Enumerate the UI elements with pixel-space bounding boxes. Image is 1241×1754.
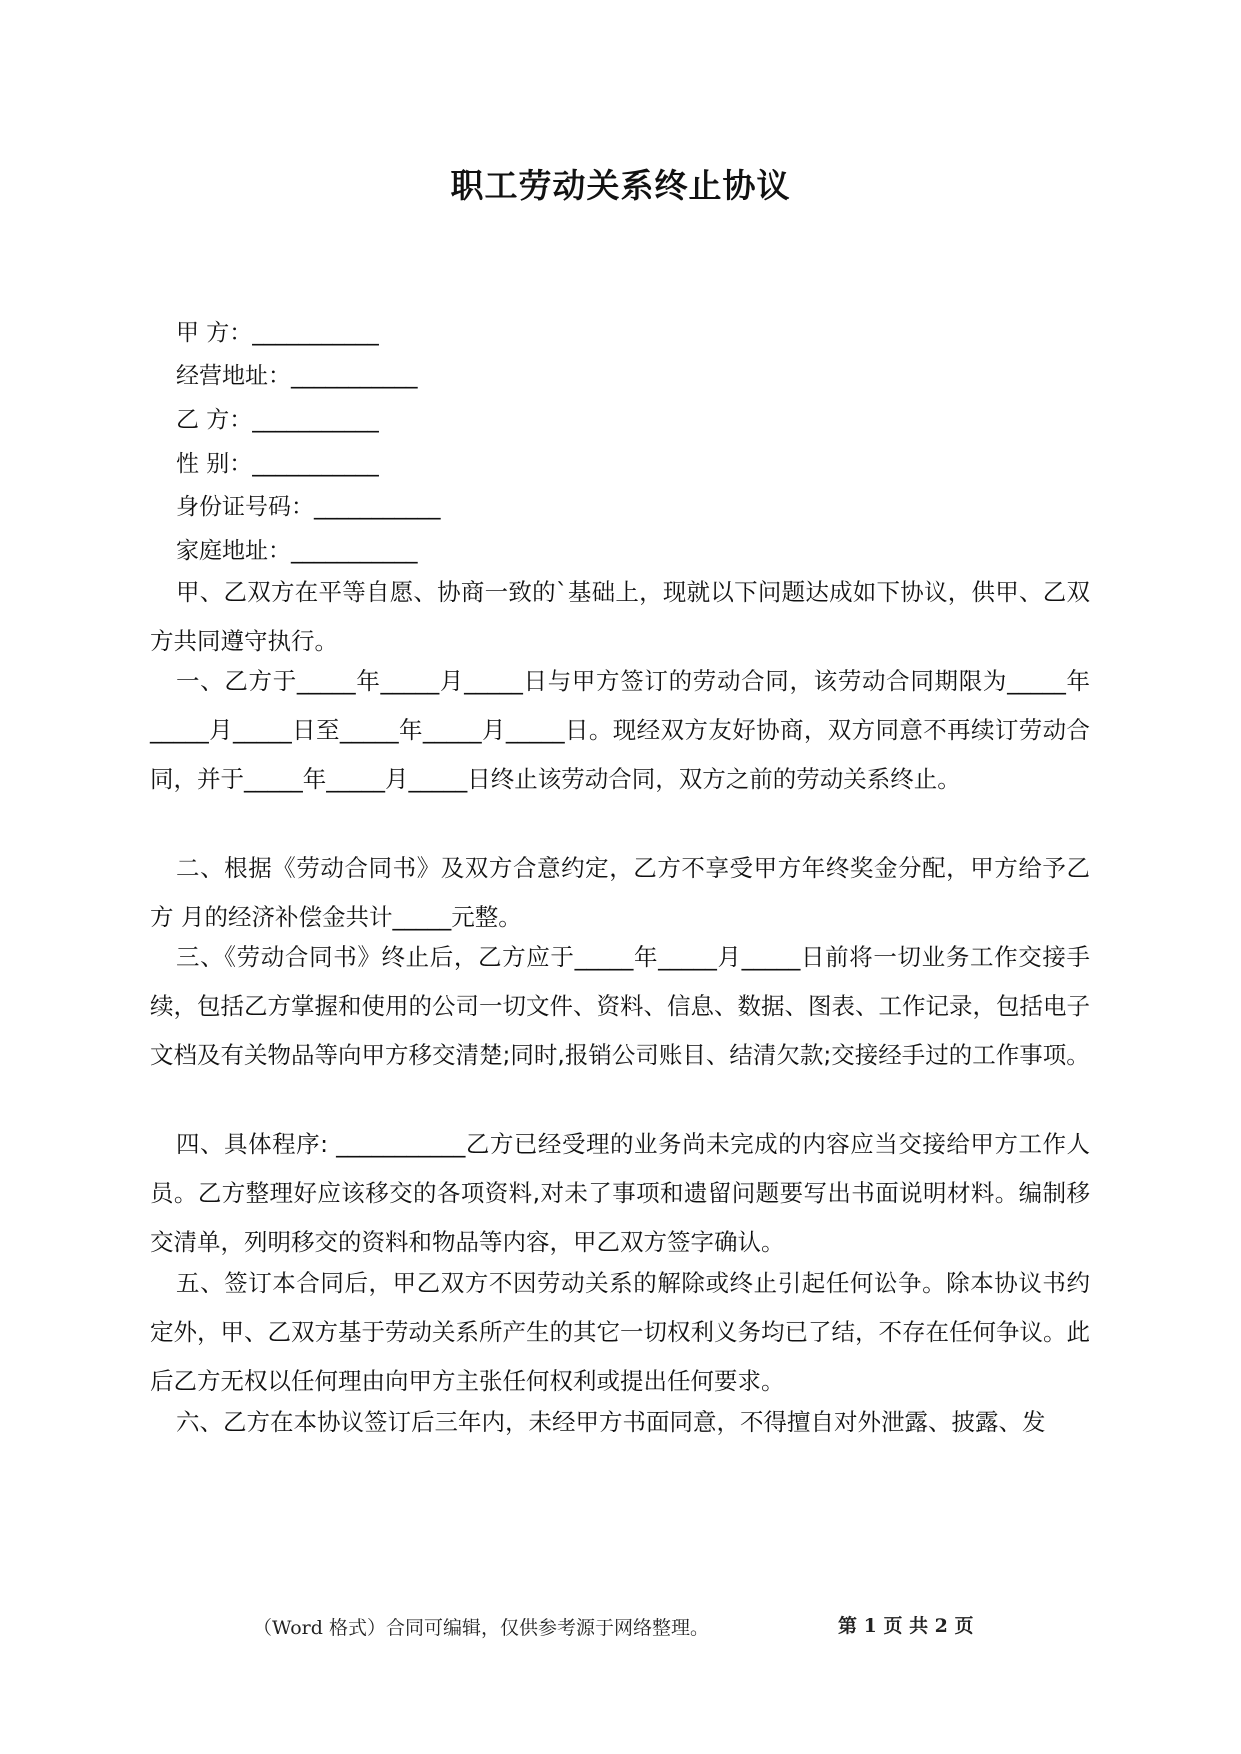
home-address-field: 家庭地址：___________ [176,538,418,564]
intro-paragraph: 甲、乙双方在平等自愿、协商一致的`基础上，现就以下问题达成如下协议，供甲、乙双方共同遵守执行。 [150,578,1090,655]
id-number-field: 身份证号码：___________ [176,494,441,520]
footer-note: （Word 格式）合同可编辑，仅供参考源于网络整理。 [253,1617,709,1639]
business-address-field: 经营地址：___________ [176,363,418,389]
clause-4-paragraph: 四、具体程序: ___________乙方已经受理的业务尚未完成的内容应当交接给甲方工作人员。乙方整理好应该移交的各项资料,对未了事项和遗留问题要写出书面说明材料。编制移交清单，列明移交的资料和物品等内容，甲乙双方签字确认。 [150,1130,1090,1256]
party-b-field: 乙 方：___________ [176,407,379,433]
party-a-field: 甲 方：___________ [176,320,379,346]
gender-field: 性 别：___________ [176,451,379,477]
clause-1-paragraph: 一、乙方于_____年_____月_____日与甲方签订的劳动合同，该劳动合同期限为_____年_____月_____日至_____年_____月_____日。现经双方友好协商，双方同意不再续订劳动合同，并于_____年_____月_____日终止该劳动合同，双方之前的劳动关系终止。 [150,667,1090,793]
clause-2-paragraph: 二、根据《劳动合同书》及双方合意约定，乙方不享受甲方年终奖金分配，甲方给予乙方 月的经济补偿金共计_____元整。 [150,854,1090,931]
document-title: 职工劳动关系终止协议 [450,166,791,205]
clause-5-paragraph: 五、签订本合同后，甲乙双方不因劳动关系的解除或终止引起任何讼争。除本协议书约定外，甲、乙双方基于劳动关系所产生的其它一切权利义务均已了结，不存在任何争议。此后乙方无权以任何理由向甲方主张任何权利或提出任何要求。 [150,1269,1090,1395]
clause-6-paragraph: 六、乙方在本协议签订后三年内，未经甲方书面同意，不得擅自对外泄露、披露、发 [176,1408,1046,1436]
clause-3-paragraph: 三、《劳动合同书》终止后，乙方应于_____年_____月_____日前将一切业务工作交接手续，包括乙方掌握和使用的公司一切文件、资料、信息、数据、图表、工作记录，包括电子文档及有关物品等向甲方移交清楚;同时,报销公司账目、结清欠款;交接经手过的工作事项。 [150,943,1090,1069]
page-number: 第 1 页 共 2 页 [838,1615,974,1637]
